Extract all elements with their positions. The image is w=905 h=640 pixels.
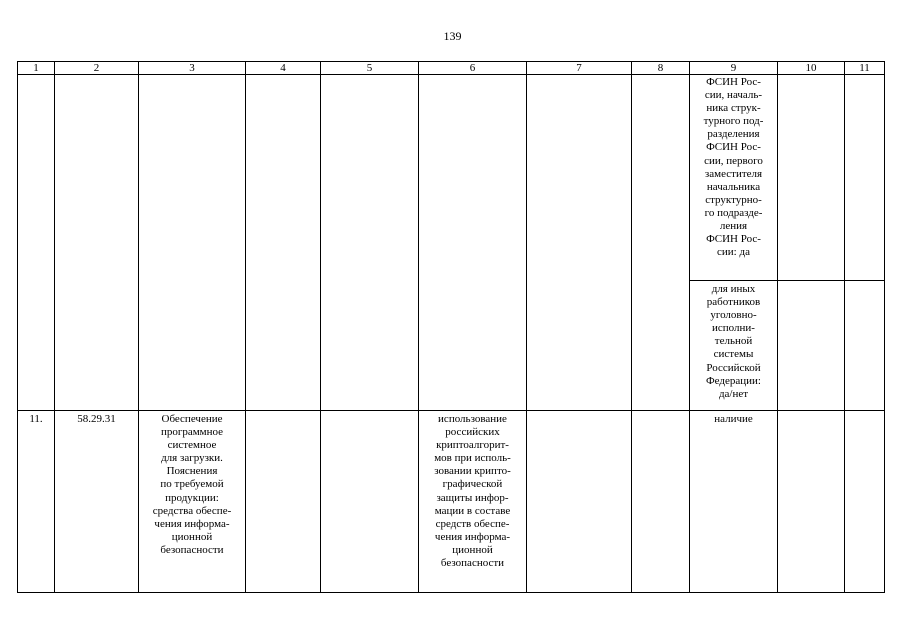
table-cell xyxy=(845,411,885,593)
table-cell xyxy=(690,281,778,411)
table-cell xyxy=(632,411,690,593)
table-cell xyxy=(18,411,55,593)
page-number: 139 xyxy=(443,29,462,43)
table-cell xyxy=(778,281,845,411)
column-number: 6 xyxy=(419,62,527,75)
column-number: 1 xyxy=(18,62,55,75)
table-cell xyxy=(321,411,419,593)
table-cell xyxy=(419,411,527,593)
table-cell xyxy=(18,75,55,411)
column-number: 5 xyxy=(321,62,419,75)
table-cell xyxy=(632,75,690,411)
table-cell xyxy=(778,411,845,593)
table-cell xyxy=(55,75,139,411)
characteristic-value-text: ФСИН Рос- сии, началь- ника струк- турного под- разделения ФСИН Рос- сии, первого заместителя начальника структурно- го подразде- ления ФСИН Рос- сии: да xyxy=(703,76,764,259)
table-cell xyxy=(778,75,845,281)
table-cell xyxy=(419,75,527,411)
column-number: 3 xyxy=(139,62,246,75)
column-number: 11 xyxy=(845,62,885,75)
table-row xyxy=(18,411,885,593)
table-cell xyxy=(55,411,139,593)
table-cell xyxy=(527,75,632,411)
table-cell xyxy=(246,411,321,593)
okpd2-code: 58.29.31 xyxy=(77,413,116,425)
row-number: 11. xyxy=(29,413,43,425)
table-cell xyxy=(690,75,778,281)
table-cell xyxy=(845,281,885,411)
table-row xyxy=(18,75,885,281)
column-number: 10 xyxy=(778,62,845,75)
table-cell xyxy=(139,411,246,593)
column-number-row xyxy=(18,62,885,75)
column-number: 8 xyxy=(632,62,690,75)
table-cell xyxy=(246,75,321,411)
requirements-table xyxy=(17,61,885,593)
column-number: 4 xyxy=(246,62,321,75)
table-cell xyxy=(527,411,632,593)
table-cell xyxy=(845,75,885,281)
characteristic-value-text: наличие xyxy=(714,413,753,425)
column-number: 2 xyxy=(55,62,139,75)
table-cell xyxy=(321,75,419,411)
product-name: Обеспечение программное системное для загрузки. Пояснения по требуемой продукции: средства обеспе- чения информа- ционной безопасности xyxy=(152,413,232,556)
characteristic-value-text: для иных работников уголовно- исполни- тельной системы Российской Федерации: да/нет xyxy=(705,283,761,400)
characteristic-text: использование российских криптоалгорит- мов при исполь- зовании крипто- графической защиты инфор- мации в составе средств обеспе- чения информа- ционной безопасности xyxy=(434,413,511,570)
table-cell xyxy=(139,75,246,411)
table-cell xyxy=(690,411,778,593)
column-number: 9 xyxy=(690,62,778,75)
column-number: 7 xyxy=(527,62,632,75)
